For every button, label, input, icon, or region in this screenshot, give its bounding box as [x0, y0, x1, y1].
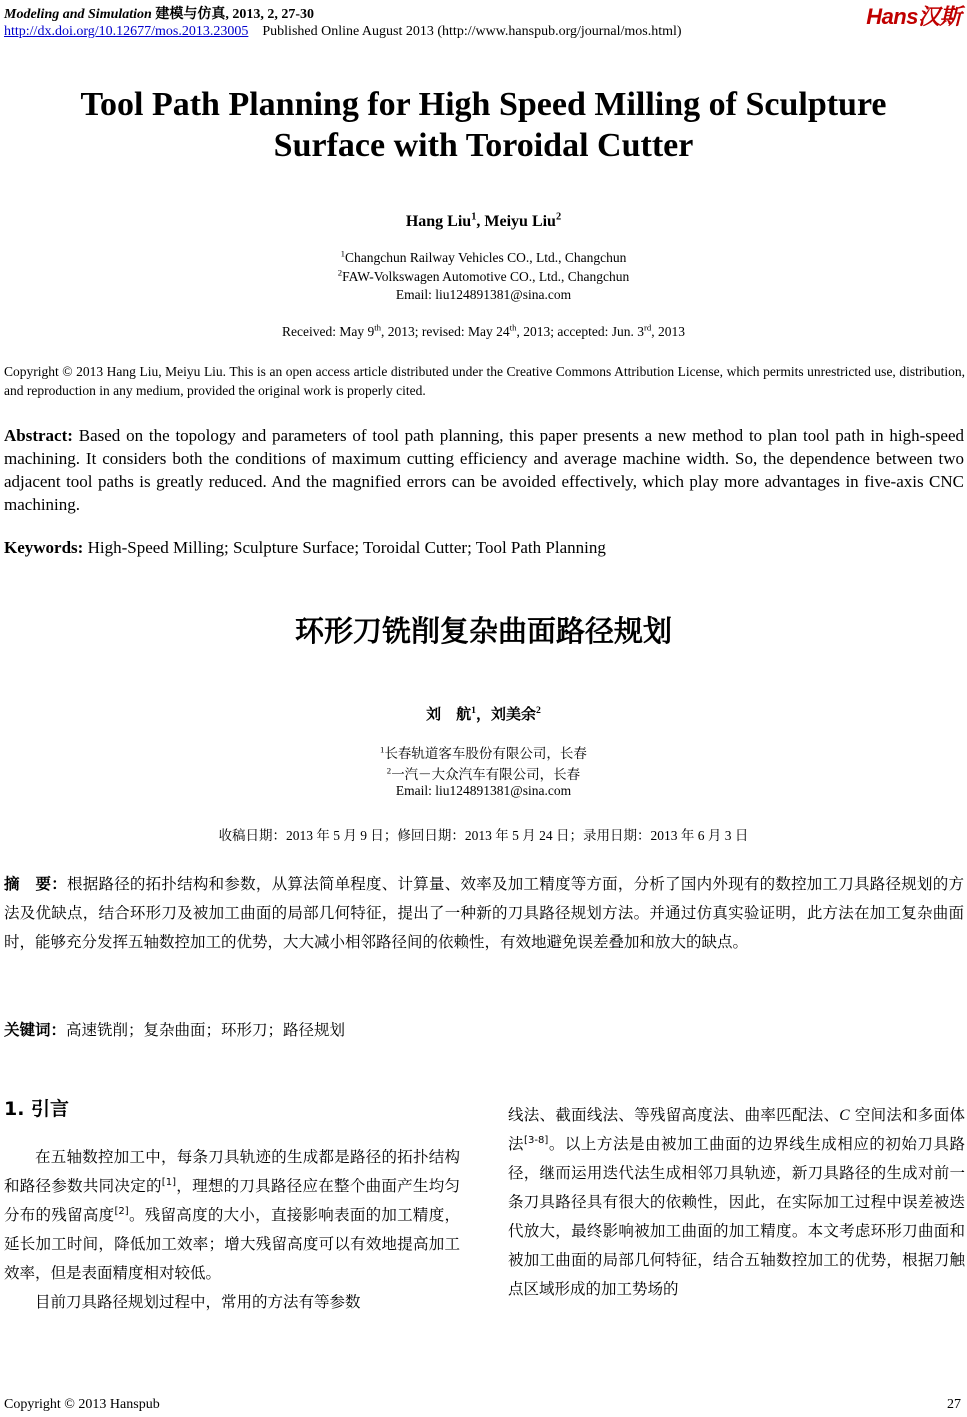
keywords-cn-label: 关键词：: [4, 1021, 67, 1039]
author-sep-cn: ，: [475, 707, 491, 723]
body-paragraph: 目前刀具路径规划过程中，常用的方法有等参数: [35, 1293, 361, 1311]
page-number: 27: [947, 1397, 961, 1412]
author-email: Email: liu124891381@sina.com: [395, 287, 572, 302]
keywords-cn-text: 高速铣削；复杂曲面；环形刀；路径规划: [66, 1021, 346, 1039]
author-list-cn: [0, 703, 967, 724]
affiliation-2-mark: 2: [337, 267, 343, 278]
keywords-cn: [4, 1018, 345, 1040]
received-sup: th: [374, 322, 382, 333]
abstract-text: Based on the topology and parameters of tool path planning, this paper presents a new method to plan tool path in high-speed machining. It considers both the conditions of maximum cutting efficiency and average machine width. So, the dependence between two adjacent tool paths is greatly reduced. And the magnified errors can be avoided effectively, which play more advantages in five-axis CNC machining.: [4, 426, 964, 514]
affiliation-1: [0, 250, 967, 266]
title-line-1: Tool Path Planning for High Speed Milling of Sculpture: [80, 86, 887, 123]
section-heading: 1. 引言: [4, 1098, 70, 1120]
body-paragraph: [508, 1101, 965, 1304]
body-left-column: [4, 1143, 460, 1317]
author-1-affil: 1: [471, 211, 477, 223]
abstract-en: [4, 424, 964, 516]
affiliation-2-cn-mark: 2: [386, 765, 392, 776]
journal-header: [4, 3, 314, 23]
doi-link[interactable]: http://dx.doi.org/10.12677/mos.2013.23005: [4, 24, 249, 39]
abstract-cn-text: 根据路径的拓扑结构和参数，从算法简单程度、计算量、效率及加工精度等方面，分析了国内外现有的数控加工刀具路径规划的方法及优缺点，结合环形刀及被加工曲面的局部几何特征，提出了一种新的刀具路径规划方法。并通过仿真实验证明，此方法在加工复杂曲面时，能够充分发挥五轴数控加工的优势，大大减小相邻路径间的依赖性，有效地避免误差叠加和放大的缺点。: [4, 875, 964, 951]
affiliation-2-text: FAW-Volkswagen Automotive CO., Ltd., Changchun: [342, 269, 630, 284]
paper-title: [0, 84, 967, 166]
keywords-label: Keywords:: [4, 538, 84, 557]
body-text: 。残留高度的大小，直接影响表面的加工精度，延长加工时间，降低加工效率；增大残留高度可以有效地提高加工效率，但是表面精度相对较低。: [4, 1206, 460, 1282]
body-text: 在五轴数控加工中，每条刀具轨迹的生成都是路径的拓扑结构和路径参数共同决定的: [4, 1148, 460, 1195]
author-1-cn-affil: 1: [471, 705, 476, 716]
keywords-text: High-Speed Milling; Sculpture Surface; Toroidal Cutter; Tool Path Planning: [83, 538, 606, 557]
author-1-cn: 刘 航: [426, 707, 472, 723]
received-date: Received: May 9: [281, 324, 375, 339]
affiliation-1-mark: 1: [340, 248, 346, 259]
affiliation-2-cn-text: 一汽－大众汽车有限公司，长春: [391, 767, 581, 782]
accepted-sup: rd: [643, 322, 652, 333]
abstract-cn: [4, 870, 964, 957]
received-dates: [0, 324, 967, 340]
affiliation-1-cn-mark: 1: [380, 744, 385, 755]
affiliation-2: [0, 269, 967, 285]
paper-title-cn: 环形刀铣削复杂曲面路径规划: [294, 614, 672, 648]
keywords-en: [4, 538, 606, 558]
citation: [2]: [114, 1205, 129, 1217]
citation: [3-8]: [524, 1134, 549, 1146]
revised-date: , 2013; revised: May 24: [381, 324, 510, 339]
published-online: Published Online August 2013 (http://www.hanspub.org/journal/mos.html): [262, 24, 682, 39]
affiliation-1-cn: [0, 742, 967, 762]
footer-copyright: Copyright © 2013 Hanspub: [4, 1397, 160, 1412]
citation: [1]: [161, 1176, 177, 1188]
journal-issue: , 2013, 2, 27-30: [225, 7, 314, 22]
abstract-cn-label: 摘 要：: [4, 875, 67, 893]
body-text: 。以上方法是由被加工曲面的边界线生成相应的初始刀具路径，继而运用迭代法生成相邻刀具轨迹，新刀具路径的生成对前一条刀具路径具有很大的依赖性，因此，在实际加工过程中误差被迭代放大，最终影响被加工曲面的加工精度。本文考虑环形刀曲面和被加工曲面的局部几何特征，结合五轴数控加工的优势，根据刀触点区域形成的加工势场的: [508, 1135, 965, 1298]
author-2-cn: 刘美余: [491, 707, 537, 723]
accepted-date: , 2013; accepted: Jun. 3: [516, 324, 644, 339]
title-line-2: Surface with Toroidal Cutter: [273, 127, 694, 164]
copyright-note: Copyright © 2013 Hang Liu, Meiyu Liu. This is an open access article distributed under the Creative Commons Attribution License, which permits unrestricted use, distribution, and reproduction in any medium, provided the original work is properly cited.: [4, 364, 965, 398]
journal-name-cn: 建模与仿真: [155, 7, 226, 22]
affiliation-2-cn: [0, 763, 967, 783]
body-text: 空间法和多面体法: [508, 1106, 965, 1153]
author-1: Hang Liu: [405, 213, 472, 230]
body-paragraph: [4, 1143, 460, 1288]
revised-sup: th: [509, 322, 517, 333]
body-text: ，理想的刀具路径应在整个曲面产生均匀分布的残留高度: [4, 1177, 460, 1224]
body-text-italic: C: [839, 1107, 850, 1124]
affiliation-1-text: Changchun Railway Vehicles CO., Ltd., Changchun: [345, 250, 627, 265]
author-2-affil: 2: [555, 211, 562, 223]
journal-name-en: Modeling and Simulation: [4, 7, 152, 22]
affiliation-1-cn-text: 长春轨道客车股份有限公司，长春: [384, 746, 587, 761]
hans-logo: Hans汉斯: [866, 4, 961, 29]
author-2-cn-affil: 2: [536, 705, 541, 716]
author-list: [0, 213, 967, 231]
doi-line: [4, 24, 682, 40]
author-2: Meiyu Liu: [484, 213, 556, 230]
body-right-column: [508, 1101, 965, 1304]
dates-cn: 收稿日期：2013 年 5 月 9 日；修回日期：2013 年 5 月 24 日；录用日期：2013 年 6 月 3 日: [218, 828, 749, 843]
body-text: 线法、截面线法、等残留高度法、曲率匹配法、: [508, 1106, 840, 1124]
author-email-cn: Email: liu124891381@sina.com: [395, 783, 572, 798]
abstract-label: Abstract:: [4, 426, 73, 445]
author-sep: ,: [476, 213, 485, 230]
dates-tail: , 2013: [651, 324, 686, 339]
